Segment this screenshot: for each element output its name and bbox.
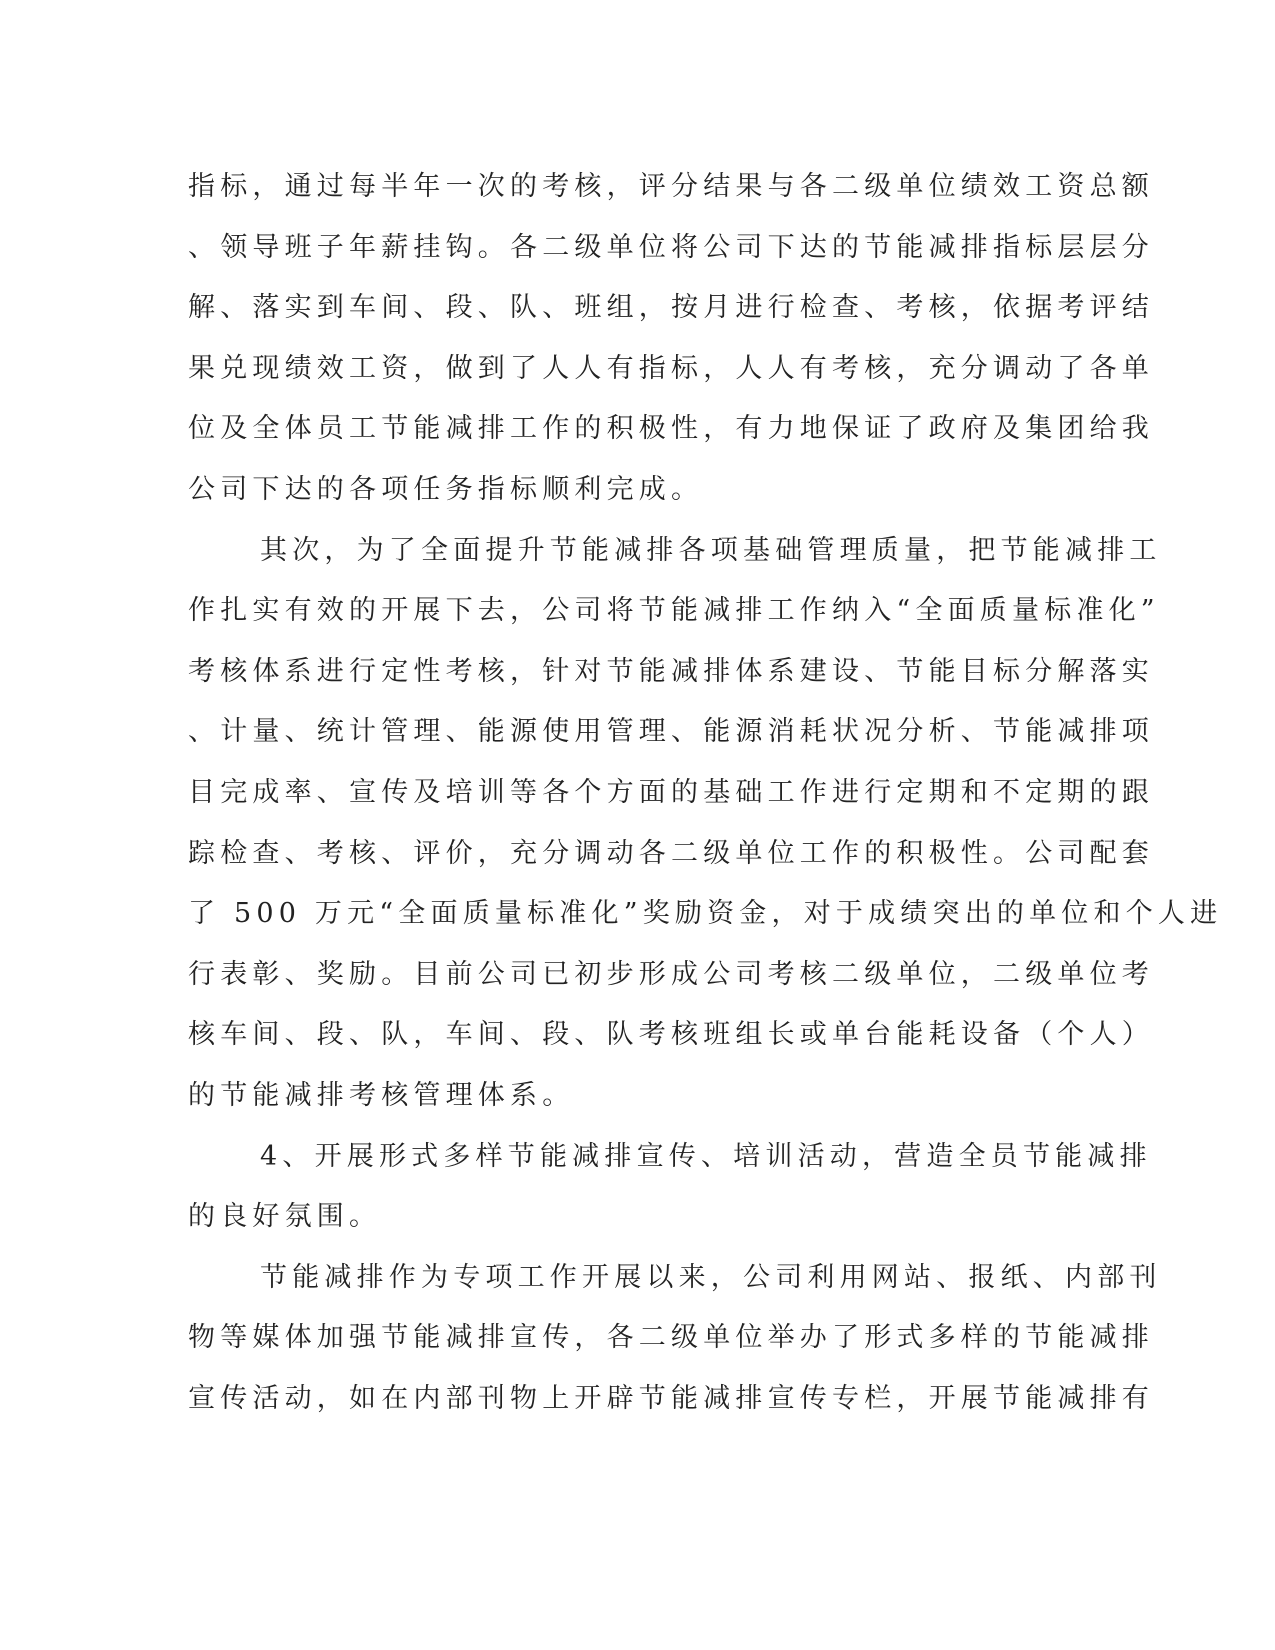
text-line: 节能减排作为专项工作开展以来，公司利用网站、报纸、内部刊 — [260, 1261, 1162, 1293]
text-line: 、领导班子年薪挂钩。各二级单位将公司下达的节能减排指标层层分 — [188, 231, 1154, 263]
text-line: 的节能减排考核管理体系。 — [188, 1079, 575, 1111]
body-text — [188, 157, 1223, 1429]
text-line: 、计量、统计管理、能源使用管理、能源消耗状况分析、节能减排项 — [188, 716, 1154, 748]
text-line: 作扎实有效的开展下去，公司将节能减排工作纳入“全面质量标准化” — [188, 595, 1160, 627]
text-line: 公司下达的各项任务指标顺利完成。 — [188, 473, 704, 505]
text-line: 位及全体员工节能减排工作的积极性，有力地保证了政府及集团给我 — [188, 413, 1154, 445]
text-line: 核车间、段、队，车间、段、队考核班组长或单台能耗设备（个人） — [188, 1019, 1154, 1051]
text-line: 行表彰、奖励。目前公司已初步形成公司考核二级单位，二级单位考 — [188, 958, 1154, 990]
text-line: 了 500 万元“全面质量标准化”奖励资金，对于成绩突出的单位和个人进 — [188, 898, 1223, 930]
text-line: 踪检查、考核、评价，充分调动各二级单位工作的积极性。公司配套 — [188, 837, 1154, 869]
text-line: 考核体系进行定性考核，针对节能减排体系建设、节能目标分解落实 — [188, 655, 1154, 687]
text-line: 其次，为了全面提升节能减排各项基础管理质量，把节能减排工 — [260, 534, 1162, 566]
text-line: 目完成率、宣传及培训等各个方面的基础工作进行定期和不定期的跟 — [188, 776, 1154, 808]
text-line: 物等媒体加强节能减排宣传，各二级单位举办了形式多样的节能减排 — [188, 1322, 1154, 1354]
text-line: 的良好氛围。 — [188, 1201, 382, 1233]
text-line: 果兑现绩效工资，做到了人人有指标，人人有考核，充分调动了各单 — [188, 352, 1154, 384]
text-line: 解、落实到车间、段、队、班组，按月进行检查、考核，依据考评结 — [188, 292, 1154, 324]
text-line: 4、开展形式多样节能减排宣传、培训活动，营造全员节能减排 — [260, 1140, 1152, 1172]
text-line: 宣传活动，如在内部刊物上开辟节能减排宣传专栏，开展节能减排有 — [188, 1382, 1154, 1414]
text-line: 指标，通过每半年一次的考核，评分结果与各二级单位绩效工资总额 — [188, 171, 1154, 202]
